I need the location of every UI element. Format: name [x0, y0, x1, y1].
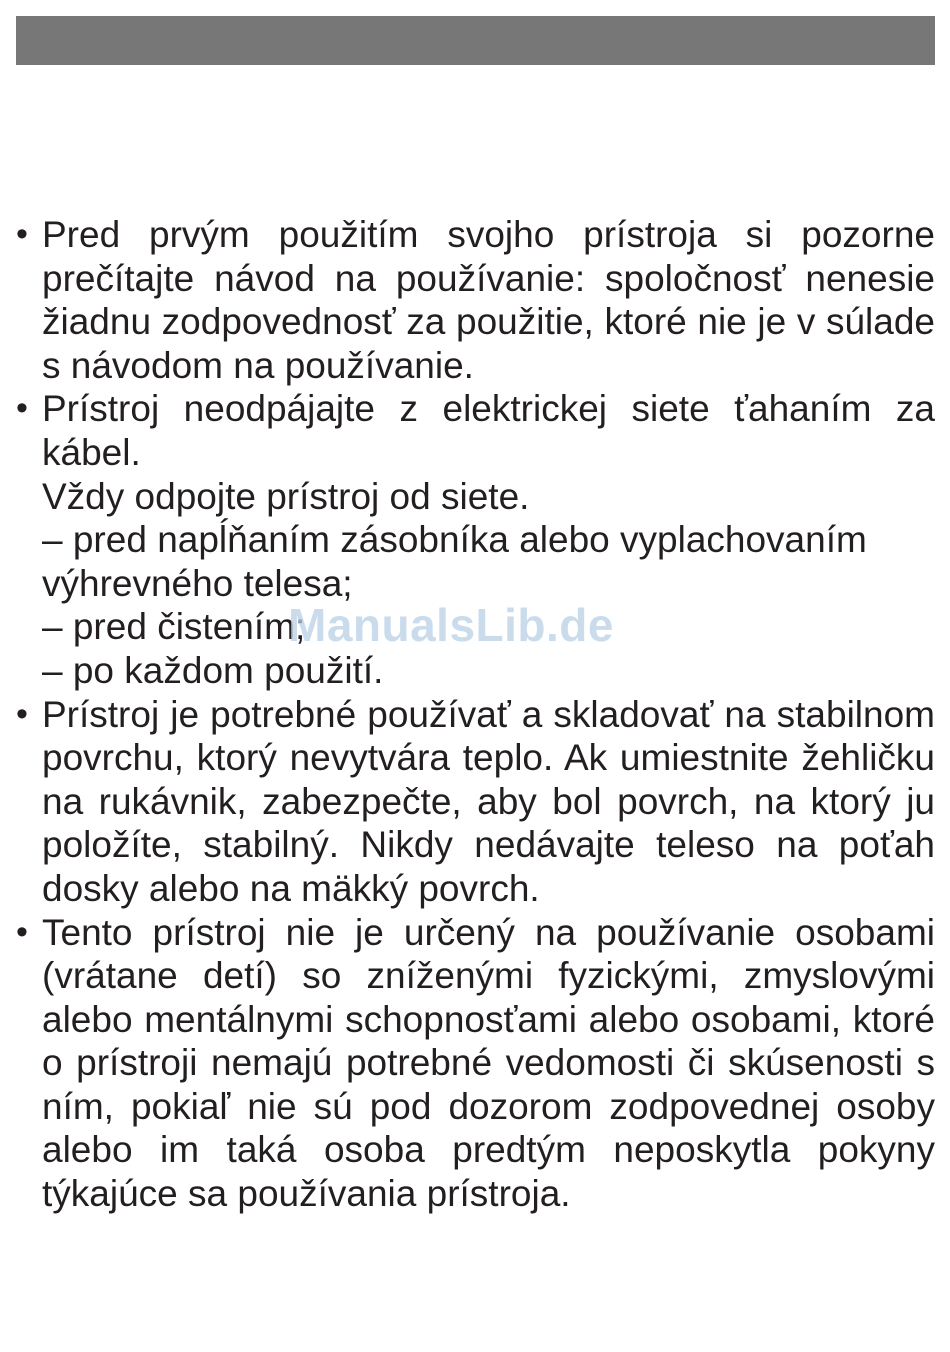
- sub-item: – pred čistením;: [42, 606, 306, 648]
- header-bar: [16, 16, 935, 65]
- list-item: [16, 693, 935, 911]
- safety-instructions: [16, 213, 935, 1216]
- list-item: [16, 911, 935, 1216]
- bullet-marker: •: [16, 912, 28, 951]
- paragraph-text: Tento prístroj nie je určený na používanie osobami (vrátane detí) so zníženými fyzickými, zmyslovými alebo mentálnymi schopnosťami alebo osobami, ktoré o prístroji nemajú potrebné vedomosti či skúsenosti s ním, pokiaľ nie sú pod dozorom zodpovednej osoby alebo im taká osoba predtým neposkytla pokyny týkajúce sa používania prístroja.: [42, 911, 935, 1215]
- list-item: [16, 213, 935, 387]
- paragraph-text: Prístroj neodpájajte z elektrickej siete ťahaním za kábel.: [42, 388, 935, 473]
- sub-item: – po každom použití.: [42, 649, 384, 691]
- watermark: ManualsLib.de: [288, 599, 614, 651]
- bullet-marker: •: [16, 694, 28, 733]
- bullet-marker: •: [16, 215, 28, 253]
- paragraph-text: Prístroj je potrebné používať a skladovať na stabilnom povrchu, ktorý nevytvára teplo. Ak umiestnite žehličku na rukávnik, zabezpečte, aby bol povrch, na ktorý ju položíte, stabilný. Nikdy nedávajte teleso na poťah dosky alebo na mäkký povrch.: [42, 693, 935, 909]
- text-line: výhrevného telesa;: [42, 562, 353, 604]
- sub-item: – pred napĺňaním zásobníka alebo vyplachovaním: [42, 519, 867, 561]
- bullet-marker: •: [16, 389, 28, 428]
- paragraph-text: Pred prvým použitím svojho prístroja si pozorne prečítajte návod na používanie: spoločnosť nenesie žiadnu zodpovednosť za použitie, ktoré nie je v súlade s návodom na používanie.: [42, 214, 935, 386]
- text-line: Vždy odpojte prístroj od siete.: [42, 475, 530, 517]
